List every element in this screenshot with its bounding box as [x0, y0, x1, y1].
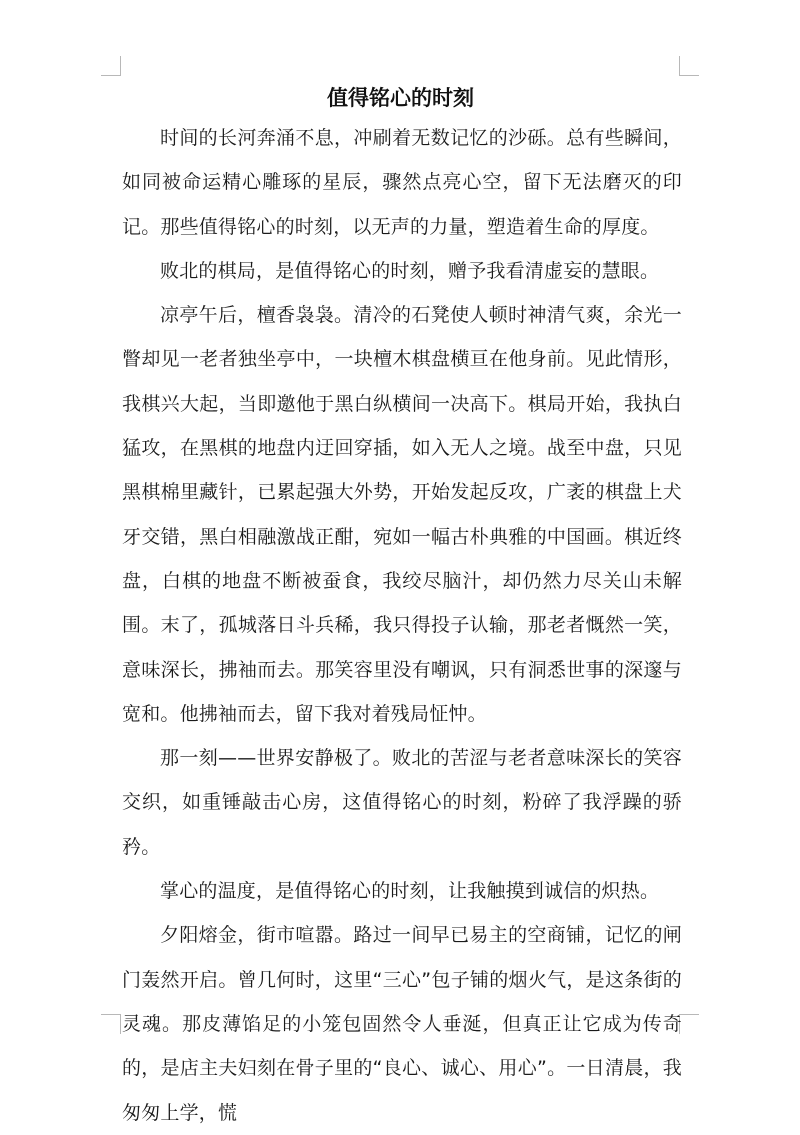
top-right-margin-mark [679, 56, 699, 76]
bottom-left-margin-mark [101, 1014, 121, 1034]
paragraph-bun-shop-story: 夕阳熔金，街市喧嚣。路过一间早已易主的空商铺，记忆的闸门轰然开启。曾几何时，这里“三心”包子铺的烟火气，是这条街的灵魂。那皮薄馅足的小笼包固然令人垂涎，但真正让它成为传奇的，是店主夫妇刻在骨子里的“良心、诚心、用心”。一日清晨，我匆匆上学，慌 [122, 924, 682, 1124]
paragraph-chess-reflection: 那一刻——世界安静极了。败北的苦涩与老者意味深长的笑容交织，如重锤敲击心房，这值得铭心的时刻，粉碎了我浮躁的骄矜。 [122, 747, 682, 858]
document-title: 值得铭心的时刻 [327, 86, 474, 110]
paragraph-chess-thesis: 败北的棋局，是值得铭心的时刻，赠予我看清虚妄的慧眼。 [160, 259, 660, 282]
bottom-right-margin-mark [679, 1014, 699, 1034]
paragraph-intro: 时间的长河奔涌不息，冲刷着无数记忆的沙砾。总有些瞬间，如同被命运精心雕琢的星辰，骤然点亮心空，留下无法磨灭的印记。那些值得铭心的时刻，以无声的力量，塑造着生命的厚度。 [122, 127, 682, 238]
paragraph-integrity-thesis: 掌心的温度，是值得铭心的时刻，让我触摸到诚信的炽热。 [160, 880, 660, 903]
paragraph-chess-story: 凉亭午后，檀香袅袅。清冷的石凳使人顿时神清气爽，余光一瞥却见一老者独坐亭中，一块檀木棋盘横亘在他身前。见此情形，我棋兴大起，当即邀他于黑白纵横间一决高下。棋局开始，我执白猛攻，在黑棋的地盘内迂回穿插，如入无人之境。战至中盘，只见黑棋棉里藏针，已累起强大外势，开始发起反攻，广袤的棋盘上犬牙交错，黑白相融激战正酣，宛如一幅古朴典雅的中国画。棋近终盘，白棋的地盘不断被蚕食，我绞尽脑汁，却仍然力尽关山未解围。末了，孤城落日斗兵稀，我只得投子认输，那老者慨然一笑，意味深长，拂袖而去。那笑容里没有嘲讽，只有洞悉世事的深邃与宽和。他拂袖而去，留下我对着残局怔忡。 [122, 304, 682, 725]
top-left-margin-mark [101, 56, 121, 76]
document-body [122, 116, 682, 1135]
